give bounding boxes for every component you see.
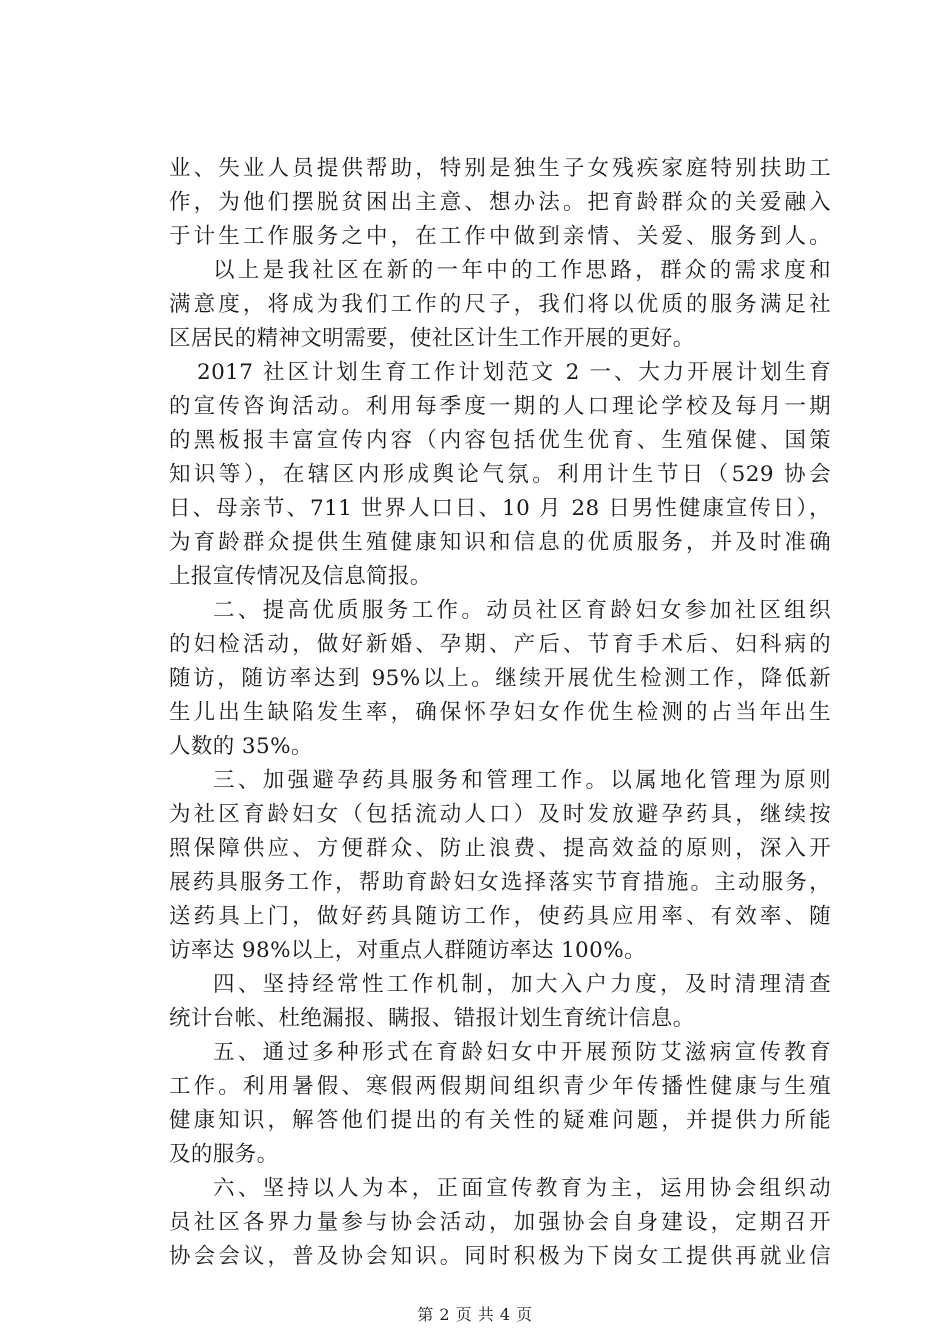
text-line: 五、通过多种形式在育龄妇女中开展预防艾滋病宣传教育 — [213, 1040, 831, 1065]
text-line: 人数的 35%。 — [169, 734, 313, 759]
document-body — [169, 152, 831, 1274]
text-line: 生儿出生缺陷发生率，确保怀孕妇女作优生检测的占当年出生 — [169, 700, 831, 725]
text-line: 访率达 98%以上，对重点人群随访率达 100%。 — [169, 938, 646, 963]
text-line: 四、坚持经常性工作机制，加大入户力度，及时清理清查 — [213, 972, 831, 997]
text-line: 的妇检活动，做好新婚、孕期、产后、节育手术后、妇科病的 — [169, 632, 831, 657]
text-line: 工作。利用暑假、寒假两假期间组织青少年传播性健康与生殖 — [169, 1074, 831, 1099]
text-line: 健康知识，解答他们提出的有关性的疑难问题，并提供力所能 — [169, 1108, 831, 1133]
text-line: 满意度，将成为我们工作的尺子，我们将以优质的服务满足社 — [169, 292, 831, 317]
text-line: 作，为他们摆脱贫困出主意、想办法。把育龄群众的关爱融入 — [169, 190, 831, 215]
text-line: 日、母亲节、711 世界人口日、10 月 28 日男性健康宣传日）， — [169, 496, 831, 521]
text-line: 业、失业人员提供帮助，特别是独生子女残疾家庭特别扶助工 — [169, 156, 831, 181]
text-line: 区居民的精神文明需要，使社区计生工作开展的更好。 — [169, 326, 695, 351]
text-line: 的黑板报丰富宣传内容（内容包括优生优育、生殖保健、国策 — [169, 428, 831, 453]
text-line: 统计台帐、杜绝漏报、瞒报、错报计划生育统计信息。 — [169, 1006, 695, 1031]
text-line: 2017 社区计划生育工作计划范文 2 一、大力开展计划生育 — [197, 360, 831, 385]
text-line: 送药具上门，做好药具随访工作，使药具应用率、有效率、随 — [169, 904, 831, 929]
text-line: 的宣传咨询活动。利用每季度一期的人口理论学校及每月一期 — [169, 394, 831, 419]
text-line: 为育龄群众提供生殖健康知识和信息的优质服务，并及时准确 — [169, 530, 831, 555]
text-line: 于计生工作服务之中，在工作中做到亲情、关爱、服务到人。 — [169, 224, 831, 249]
text-line: 为社区育龄妇女（包括流动人口）及时发放避孕药具，继续按 — [169, 802, 831, 827]
text-line: 协会会议，普及协会知识。同时积极为下岗女工提供再就业信 — [169, 1244, 831, 1269]
text-line: 二、提高优质服务工作。动员社区育龄妇女参加社区组织 — [213, 598, 831, 623]
text-line: 六、坚持以人为本，正面宣传教育为主，运用协会组织动 — [213, 1176, 831, 1201]
text-line: 随访，随访率达到 95%以上。继续开展优生检测工作，降低新 — [169, 666, 831, 691]
text-line: 照保障供应、方便群众、防止浪费、提高效益的原则，深入开 — [169, 836, 831, 861]
text-line: 员社区各界力量参与协会活动，加强协会自身建设，定期召开 — [169, 1210, 831, 1235]
text-line: 及的服务。 — [169, 1142, 279, 1167]
page-number-footer: 第 2 页 共 4 页 — [417, 1305, 533, 1324]
text-line: 展药具服务工作，帮助育龄妇女选择落实节育措施。主动服务， — [169, 870, 831, 895]
text-line: 上报宣传情况及信息简报。 — [169, 564, 432, 589]
text-line: 知识等），在辖区内形成舆论气氛。利用计生节日（529 协会 — [169, 462, 831, 487]
text-line: 三、加强避孕药具服务和管理工作。以属地化管理为原则 — [213, 768, 831, 793]
text-line: 以上是我社区在新的一年中的工作思路，群众的需求度和 — [213, 258, 831, 283]
